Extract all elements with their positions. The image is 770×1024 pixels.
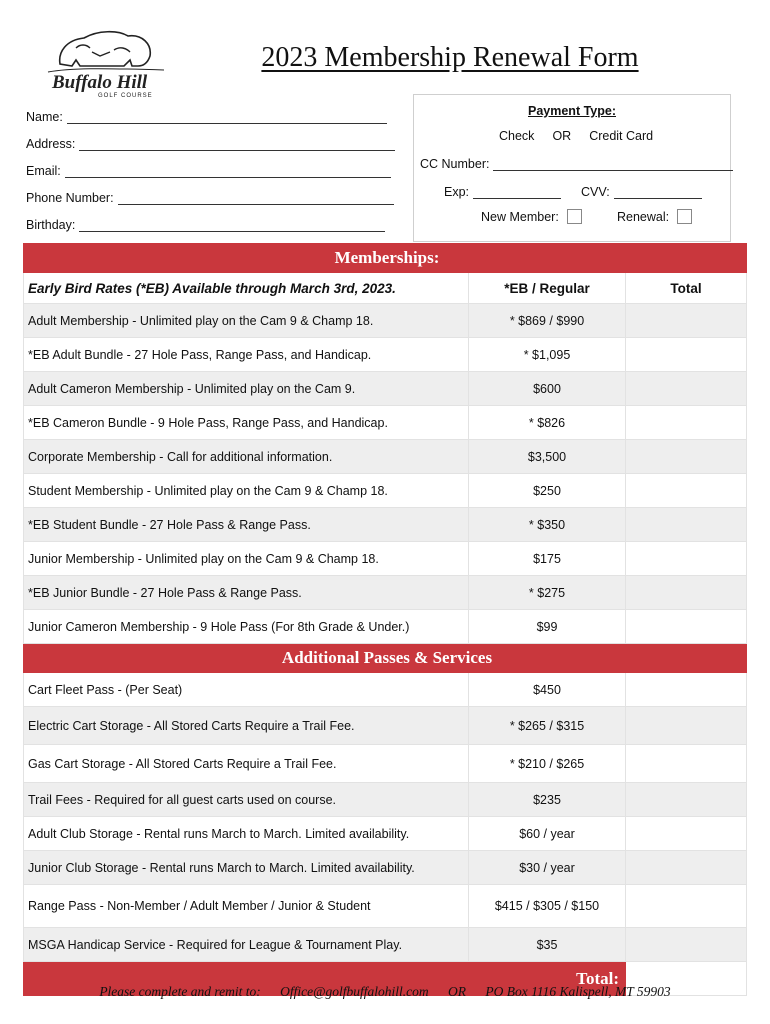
footer-address: PO Box 1116 Kalispell, MT 59903 bbox=[485, 984, 671, 999]
row-total-cell[interactable] bbox=[626, 610, 747, 644]
grand-total-label: Total: bbox=[24, 962, 626, 996]
birthday-label: Birthday: bbox=[26, 218, 76, 232]
row-price: $600 bbox=[469, 372, 626, 406]
row-total-cell[interactable] bbox=[626, 474, 747, 508]
row-desc: *EB Junior Bundle - 27 Hole Pass & Range Pass. bbox=[24, 576, 469, 610]
cc-number-field[interactable] bbox=[420, 157, 733, 171]
table-row bbox=[24, 817, 747, 851]
row-total-cell[interactable] bbox=[626, 406, 747, 440]
email-input-line[interactable] bbox=[65, 166, 391, 178]
price-header: *EB / Regular bbox=[469, 273, 626, 304]
phone-input-line[interactable] bbox=[118, 193, 394, 205]
row-price: * $869 / $990 bbox=[469, 304, 626, 338]
row-price: * $275 bbox=[469, 576, 626, 610]
row-price: $235 bbox=[469, 783, 626, 817]
name-field[interactable] bbox=[26, 110, 387, 124]
additional-heading: Additional Passes & Services bbox=[24, 644, 747, 673]
cvv-label: CVV: bbox=[581, 185, 610, 199]
name-label: Name: bbox=[26, 110, 63, 124]
row-total-cell[interactable] bbox=[626, 338, 747, 372]
row-desc: Junior Cameron Membership - 9 Hole Pass (For 8th Grade & Under.) bbox=[24, 610, 469, 644]
row-total-cell[interactable] bbox=[626, 508, 747, 542]
table-row bbox=[24, 928, 747, 962]
credit-card-option[interactable]: Credit Card bbox=[589, 129, 654, 143]
row-total-cell[interactable] bbox=[626, 745, 747, 783]
table-row bbox=[24, 673, 747, 707]
renewal-field bbox=[617, 209, 692, 224]
table-row bbox=[24, 508, 747, 542]
row-total-cell[interactable] bbox=[626, 707, 747, 745]
exp-field[interactable] bbox=[444, 185, 561, 199]
row-desc: *EB Adult Bundle - 27 Hole Pass, Range Pass, and Handicap. bbox=[24, 338, 469, 372]
row-price: $60 / year bbox=[469, 817, 626, 851]
cvv-input-line[interactable] bbox=[614, 187, 702, 199]
footer-email[interactable]: Office@golfbuffalohill.com bbox=[280, 984, 429, 999]
table-row bbox=[24, 338, 747, 372]
table-row bbox=[24, 610, 747, 644]
row-total-cell[interactable] bbox=[626, 304, 747, 338]
row-price: $175 bbox=[469, 542, 626, 576]
phone-field[interactable] bbox=[26, 191, 394, 205]
payment-box bbox=[413, 94, 731, 242]
phone-label: Phone Number: bbox=[26, 191, 114, 205]
table-row bbox=[24, 406, 747, 440]
table-row bbox=[24, 474, 747, 508]
row-total-cell[interactable] bbox=[626, 372, 747, 406]
row-desc: Junior Club Storage - Rental runs March to March. Limited availability. bbox=[24, 851, 469, 885]
row-desc: Adult Cameron Membership - Unlimited play on the Cam 9. bbox=[24, 372, 469, 406]
email-label: Email: bbox=[26, 164, 61, 178]
row-desc: Cart Fleet Pass - (Per Seat) bbox=[24, 673, 469, 707]
table-row bbox=[24, 885, 747, 928]
row-desc: *EB Student Bundle - 27 Hole Pass & Range Pass. bbox=[24, 508, 469, 542]
row-price: $3,500 bbox=[469, 440, 626, 474]
cc-number-label: CC Number: bbox=[420, 157, 490, 171]
row-total-cell[interactable] bbox=[626, 851, 747, 885]
row-price: $450 bbox=[469, 673, 626, 707]
row-price: * $210 / $265 bbox=[469, 745, 626, 783]
row-desc: Adult Club Storage - Rental runs March to March. Limited availability. bbox=[24, 817, 469, 851]
row-desc: Student Membership - Unlimited play on the Cam 9 & Champ 18. bbox=[24, 474, 469, 508]
buffalo-icon bbox=[40, 22, 170, 100]
row-desc: Adult Membership - Unlimited play on the Cam 9 & Champ 18. bbox=[24, 304, 469, 338]
payment-title: Payment Type: bbox=[528, 104, 616, 118]
total-header: Total bbox=[626, 273, 747, 304]
page-title: 2023 Membership Renewal Form bbox=[261, 42, 639, 73]
cc-number-input-line[interactable] bbox=[493, 159, 733, 171]
new-member-label: New Member: bbox=[481, 209, 559, 224]
row-desc: Electric Cart Storage - All Stored Carts Require a Trail Fee. bbox=[24, 707, 469, 745]
row-total-cell[interactable] bbox=[626, 817, 747, 851]
address-input-line[interactable] bbox=[79, 139, 395, 151]
name-input-line[interactable] bbox=[67, 112, 387, 124]
new-member-checkbox[interactable] bbox=[567, 209, 582, 224]
or-text: OR bbox=[552, 129, 572, 143]
row-price: $35 bbox=[469, 928, 626, 962]
row-desc: Junior Membership - Unlimited play on the Cam 9 & Champ 18. bbox=[24, 542, 469, 576]
footer-remit-line bbox=[0, 984, 770, 1000]
row-price: * $1,095 bbox=[469, 338, 626, 372]
buffalo-hill-logo bbox=[40, 22, 170, 100]
address-field[interactable] bbox=[26, 137, 395, 151]
row-price: $30 / year bbox=[469, 851, 626, 885]
birthday-input-line[interactable] bbox=[79, 220, 385, 232]
table-row bbox=[24, 372, 747, 406]
table-row bbox=[24, 304, 747, 338]
table-row bbox=[24, 440, 747, 474]
row-total-cell[interactable] bbox=[626, 440, 747, 474]
table-row bbox=[24, 745, 747, 783]
row-desc: Gas Cart Storage - All Stored Carts Require a Trail Fee. bbox=[24, 745, 469, 783]
membership-table bbox=[23, 243, 747, 996]
birthday-field[interactable] bbox=[26, 218, 385, 232]
row-desc: *EB Cameron Bundle - 9 Hole Pass, Range Pass, and Handicap. bbox=[24, 406, 469, 440]
row-total-cell[interactable] bbox=[626, 783, 747, 817]
row-total-cell[interactable] bbox=[626, 576, 747, 610]
table-row bbox=[24, 576, 747, 610]
row-price: * $350 bbox=[469, 508, 626, 542]
exp-input-line[interactable] bbox=[473, 187, 561, 199]
row-desc: Range Pass - Non-Member / Adult Member / Junior & Student bbox=[24, 885, 469, 928]
renewal-label: Renewal: bbox=[617, 209, 670, 224]
address-label: Address: bbox=[26, 137, 76, 151]
footer-prefix: Please complete and remit to: bbox=[99, 984, 261, 999]
renewal-checkbox[interactable] bbox=[677, 209, 692, 224]
row-desc: Corporate Membership - Call for additional information. bbox=[24, 440, 469, 474]
table-row bbox=[24, 707, 747, 745]
table-row bbox=[24, 542, 747, 576]
row-price: $415 / $305 / $150 bbox=[469, 885, 626, 928]
table-row bbox=[24, 783, 747, 817]
logo-name: Buffalo Hill bbox=[52, 72, 148, 93]
logo-sub: GOLF COURSE bbox=[98, 93, 153, 99]
early-bird-header: Early Bird Rates (*EB) Available through March 3rd, 2023. bbox=[24, 273, 469, 304]
row-desc: Trail Fees - Required for all guest carts used on course. bbox=[24, 783, 469, 817]
additional-band bbox=[24, 644, 747, 673]
row-total-cell[interactable] bbox=[626, 928, 747, 962]
check-option[interactable]: Check bbox=[499, 129, 535, 143]
row-price: * $826 bbox=[469, 406, 626, 440]
row-price: * $265 / $315 bbox=[469, 707, 626, 745]
cvv-field[interactable] bbox=[581, 185, 702, 199]
row-price: $250 bbox=[469, 474, 626, 508]
footer-or: OR bbox=[448, 984, 467, 999]
row-desc: MSGA Handicap Service - Required for League & Tournament Play. bbox=[24, 928, 469, 962]
table-row bbox=[24, 851, 747, 885]
email-field[interactable] bbox=[26, 164, 391, 178]
row-price: $99 bbox=[469, 610, 626, 644]
memberships-band bbox=[24, 244, 747, 273]
memberships-heading: Memberships: bbox=[24, 244, 747, 273]
row-total-cell[interactable] bbox=[626, 542, 747, 576]
payment-options bbox=[499, 129, 653, 143]
new-member-field bbox=[481, 209, 582, 224]
exp-label: Exp: bbox=[444, 185, 470, 199]
table-header-row bbox=[24, 273, 747, 304]
row-total-cell[interactable] bbox=[626, 885, 747, 928]
row-total-cell[interactable] bbox=[626, 673, 747, 707]
